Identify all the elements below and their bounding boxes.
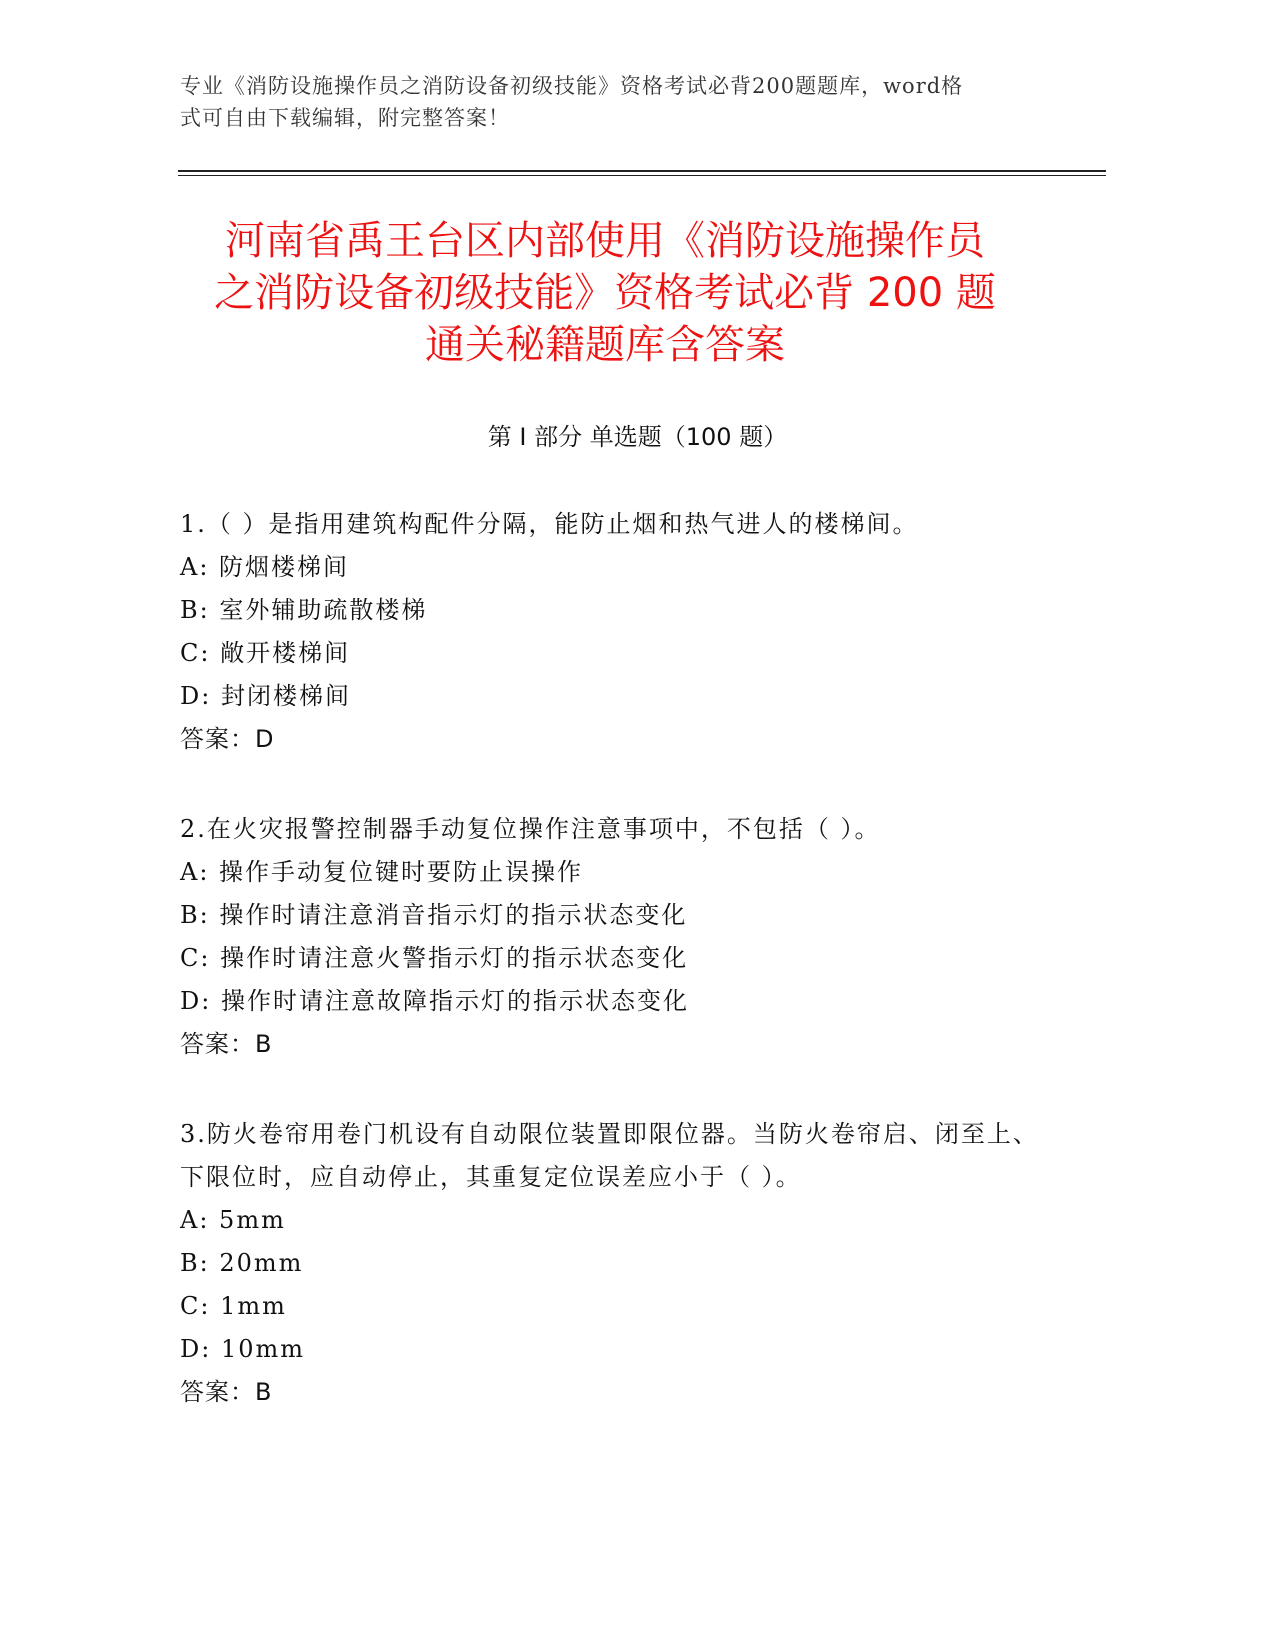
option-b: B: 20mm <box>180 1249 304 1277</box>
question-1 <box>180 503 1040 761</box>
option-d: D: 操作时请注意故障指示灯的指示状态变化 <box>180 987 689 1015</box>
option-a: A: 防烟楼梯间 <box>180 553 350 581</box>
answer: 答案：B <box>180 1378 273 1406</box>
question-stem: 2.在火灾报警控制器手动复位操作注意事项中，不包括（ ）。 <box>180 815 881 843</box>
option-a: A: 5mm <box>180 1206 286 1234</box>
question-stem: 1.（ ）是指用建筑构配件分隔，能防止烟和热气进人的楼梯间。 <box>180 510 919 538</box>
title-line-3: 通关秘籍题库含答案 <box>425 322 785 368</box>
option-b: B: 操作时请注意消音指示灯的指示状态变化 <box>180 901 688 929</box>
header-line-2: 式可自由下载编辑，附完整答案！ <box>180 106 510 130</box>
option-d: D: 10mm <box>180 1335 306 1363</box>
option-d: D: 封闭楼梯间 <box>180 682 351 710</box>
header-divider-thin <box>178 175 1106 176</box>
question-stem: 3.防火卷帘用卷门机设有自动限位装置即限位器。当防火卷帘启、闭至上、下限位时，应自动停止，其重复定位误差应小于（ ）。 <box>180 1120 1039 1191</box>
header-divider-thick <box>178 170 1106 172</box>
header-line-1: 专业《消防设施操作员之消防设备初级技能》资格考试必背200题题库，word格 <box>180 74 964 98</box>
question-2 <box>180 808 1040 1066</box>
option-b: B: 室外辅助疏散楼梯 <box>180 596 428 624</box>
title-line-2: 之消防设备初级技能》资格考试必背 200 题 <box>214 270 996 316</box>
document-title <box>170 215 1040 371</box>
option-c: C: 1mm <box>180 1292 287 1320</box>
section-title: 第 I 部分 单选题（100 题） <box>487 423 788 451</box>
title-line-1: 河南省禹王台区内部使用《消防设施操作员 <box>225 218 985 264</box>
option-c: C: 敞开楼梯间 <box>180 639 351 667</box>
answer: 答案：B <box>180 1030 273 1058</box>
question-3 <box>180 1113 1040 1414</box>
option-a: A: 操作手动复位键时要防止误操作 <box>180 858 584 886</box>
document-header <box>180 70 1050 134</box>
answer: 答案：D <box>180 725 275 753</box>
option-c: C: 操作时请注意火警指示灯的指示状态变化 <box>180 944 689 972</box>
